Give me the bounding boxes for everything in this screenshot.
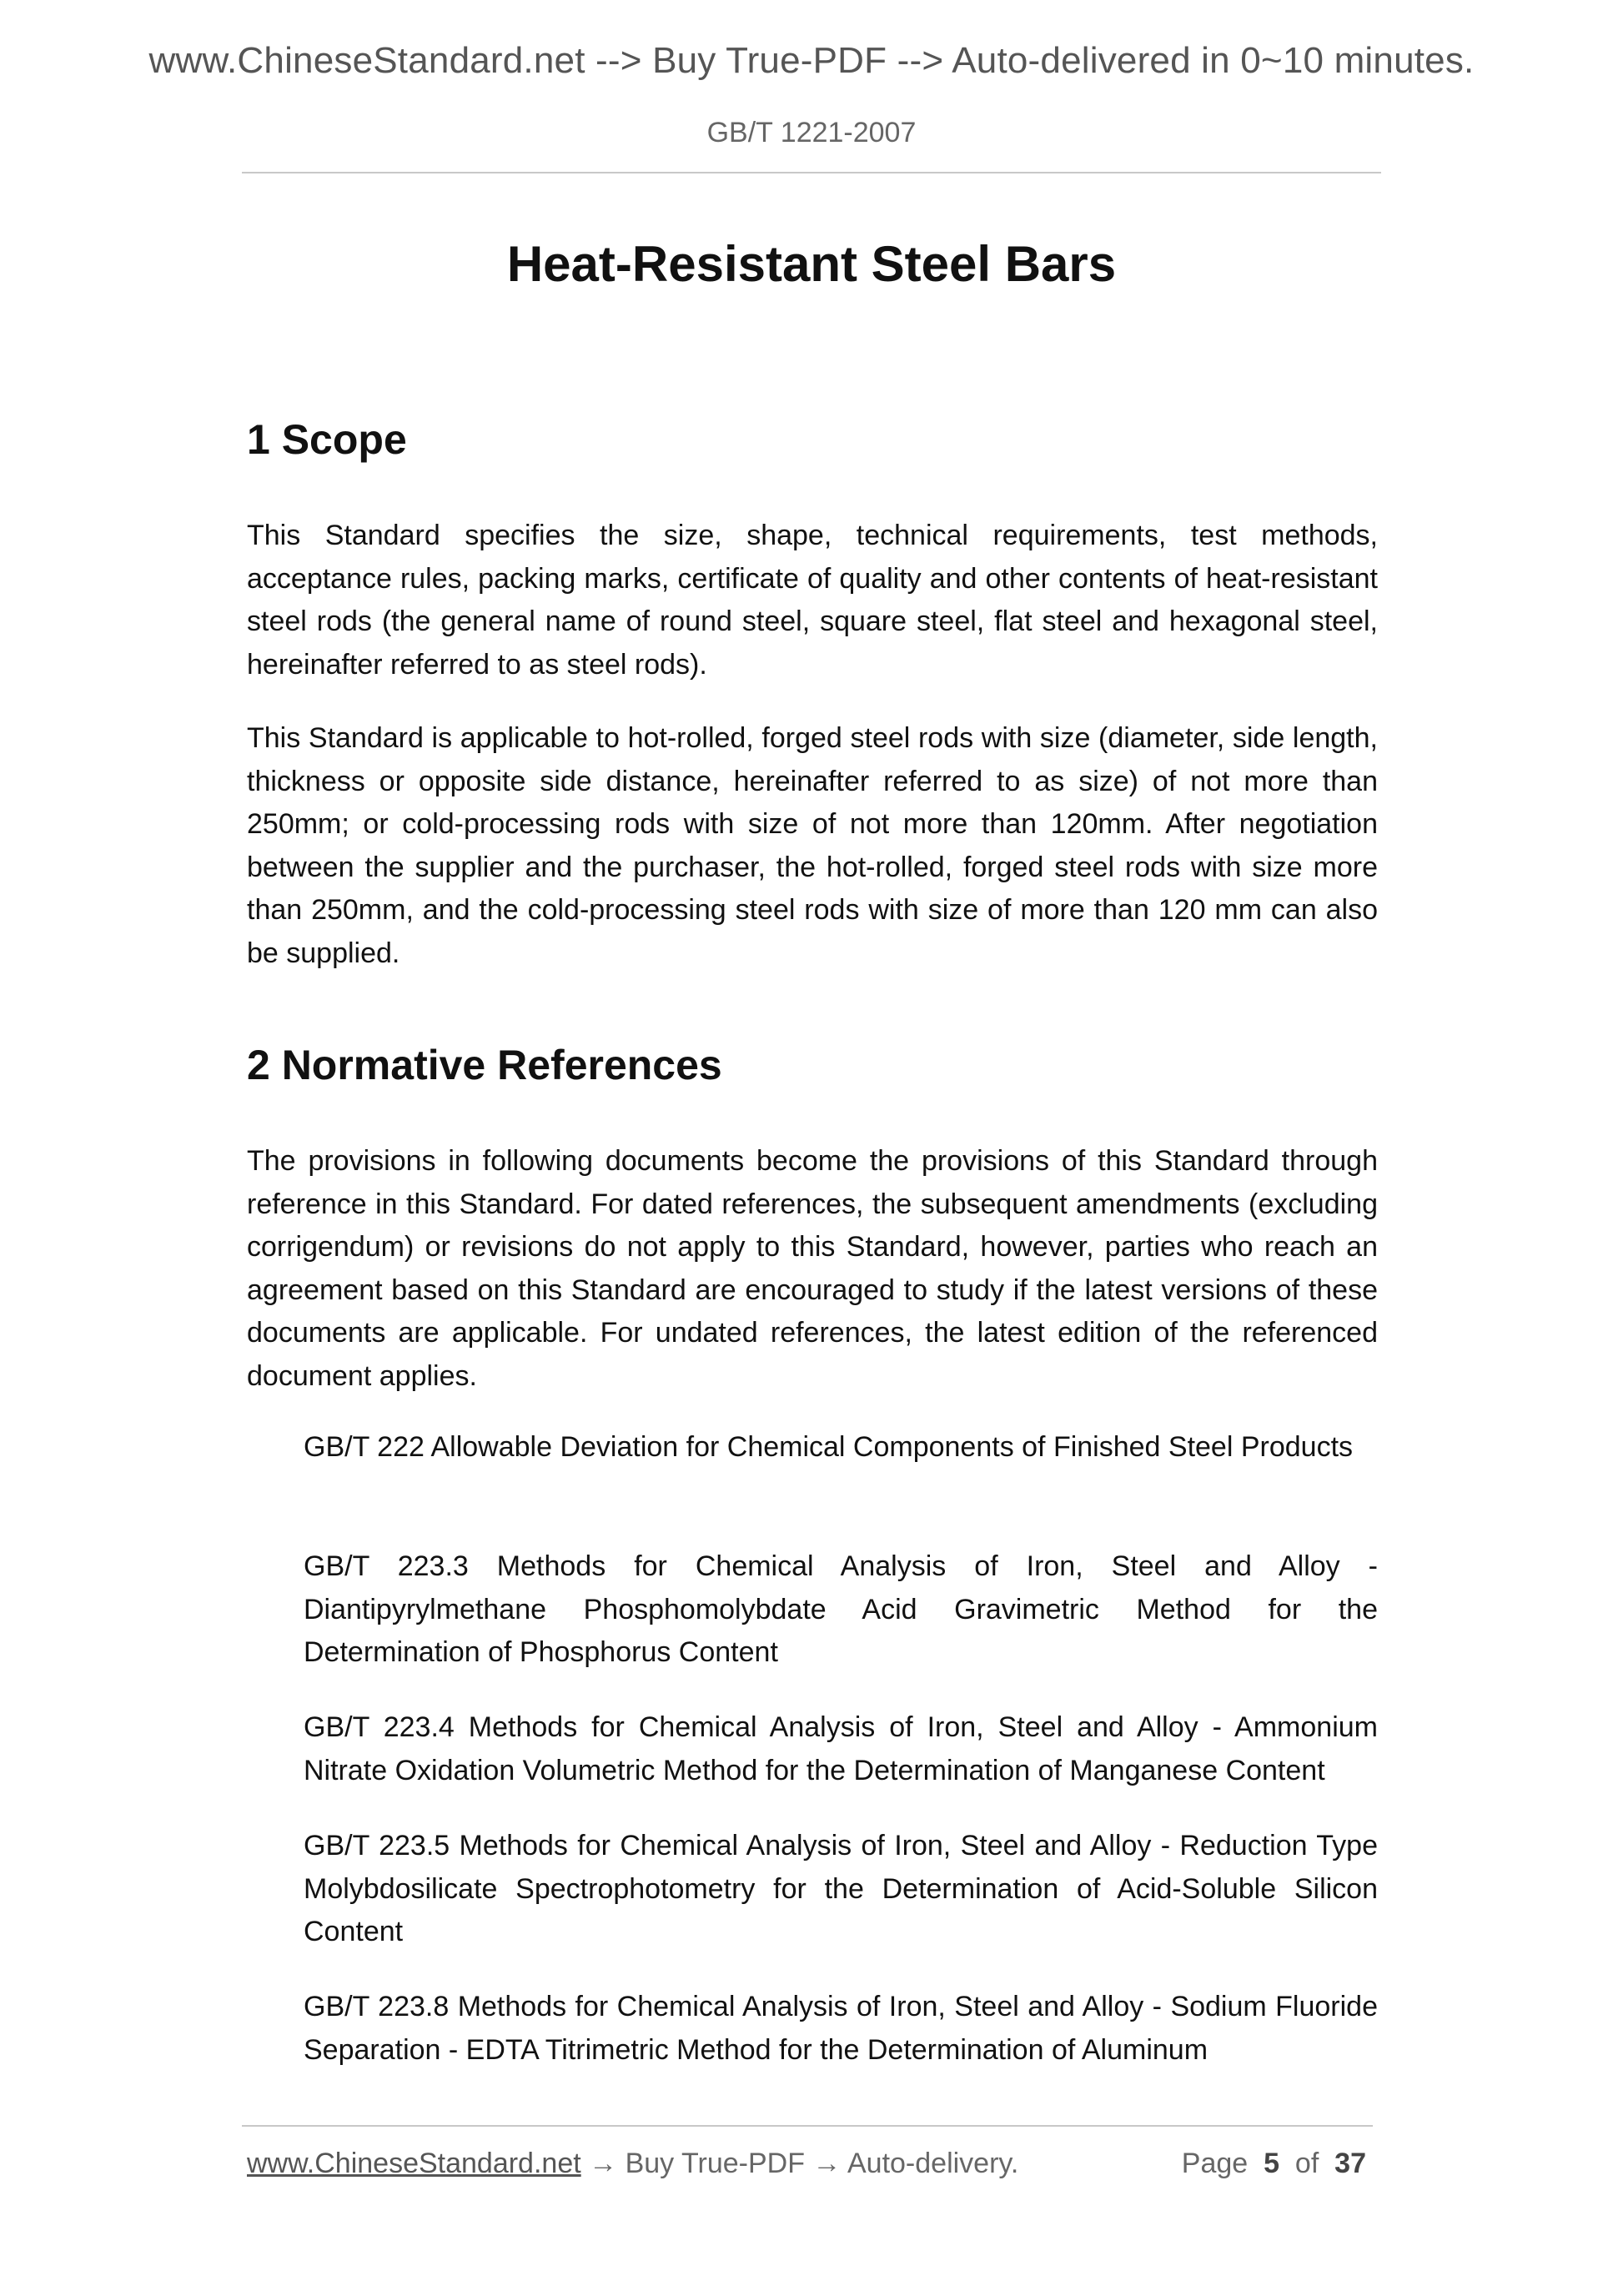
section-heading-normative-references: 2 Normative References	[247, 1042, 722, 1088]
footer-divider	[242, 2125, 1373, 2127]
page-footer	[247, 2148, 1373, 2180]
reference-item: GB/T 223.3 Methods for Chemical Analysis of Iron, Steel and Alloy - Diantipyrylmethane Phosphomolybdate Acid Gravimetric Method for the Determination of Phosphorus Content	[304, 1550, 1378, 1668]
of-label: of	[1294, 2148, 1319, 2179]
header-divider	[242, 172, 1381, 173]
reference-item: GB/T 222 Allowable Deviation for Chemical Components of Finished Steel Products	[304, 1431, 1354, 1463]
page-label: Page	[1181, 2148, 1249, 2179]
document-number: GB/T 1221-2007	[706, 117, 917, 148]
page-indicator	[1182, 2148, 1366, 2180]
footer-tagline: → Buy True-PDF → Auto-delivery.	[580, 2148, 1019, 2179]
section-heading-scope: 1 Scope	[247, 416, 407, 463]
scope-paragraph-2: This Standard is applicable to hot-rolled, forged steel rods with size (diameter, side length, thickness or opposite side distance, hereinafter referred to as size) of not more than 250mm; or cold-processing rods with size of not more than 120mm. After negotiation between the supplier and the purchaser, the hot-rolled, forged steel rods with size more than 250mm, and the cold-processing steel rods with size of more than 120 mm can also be supplied.	[247, 722, 1378, 969]
page-number: 5	[1264, 2148, 1279, 2179]
scope-paragraph-1: This Standard specifies the size, shape, technical requirements, test methods, acceptance rules, packing marks, certificate of quality and other contents of heat-resistant steel rods (the general name of round steel, square steel, flat steel and hexagonal steel, hereinafter referred to as steel rods).	[247, 520, 1378, 681]
reference-item: GB/T 223.5 Methods for Chemical Analysis of Iron, Steel and Alloy - Reduction Type Molybdosilicate Spectrophotometry for the Determination of Acid-Soluble Silicon Content	[304, 1830, 1378, 1947]
footer-site-link[interactable]: www.ChineseStandard.net	[247, 2148, 581, 2179]
normative-intro-paragraph: The provisions in following documents become the provisions of this Standard through reference in this Standard. For dated references, the subsequent amendments (excluding corrigendum) or revisions do not apply to this Standard, however, parties who reach an agreement based on this Standard are encouraged to study if the latest versions of these documents are applicable. For undated references, the latest edition of the referenced document applies.	[247, 1145, 1378, 1392]
reference-item: GB/T 223.8 Methods for Chemical Analysis of Iron, Steel and Alloy - Sodium Fluoride Separation - EDTA Titrimetric Method for the Determination of Aluminum	[304, 1991, 1378, 2066]
top-banner: www.ChineseStandard.net --> Buy True-PDF --> Auto-delivered in 0~10 minutes.	[148, 40, 1475, 81]
reference-item: GB/T 223.4 Methods for Chemical Analysis of Iron, Steel and Alloy - Ammonium Nitrate Oxidation Volumetric Method for the Determination of Manganese Content	[304, 1711, 1378, 1786]
page-total: 37	[1334, 2148, 1366, 2179]
document-title: Heat-Resistant Steel Bars	[506, 236, 1117, 292]
